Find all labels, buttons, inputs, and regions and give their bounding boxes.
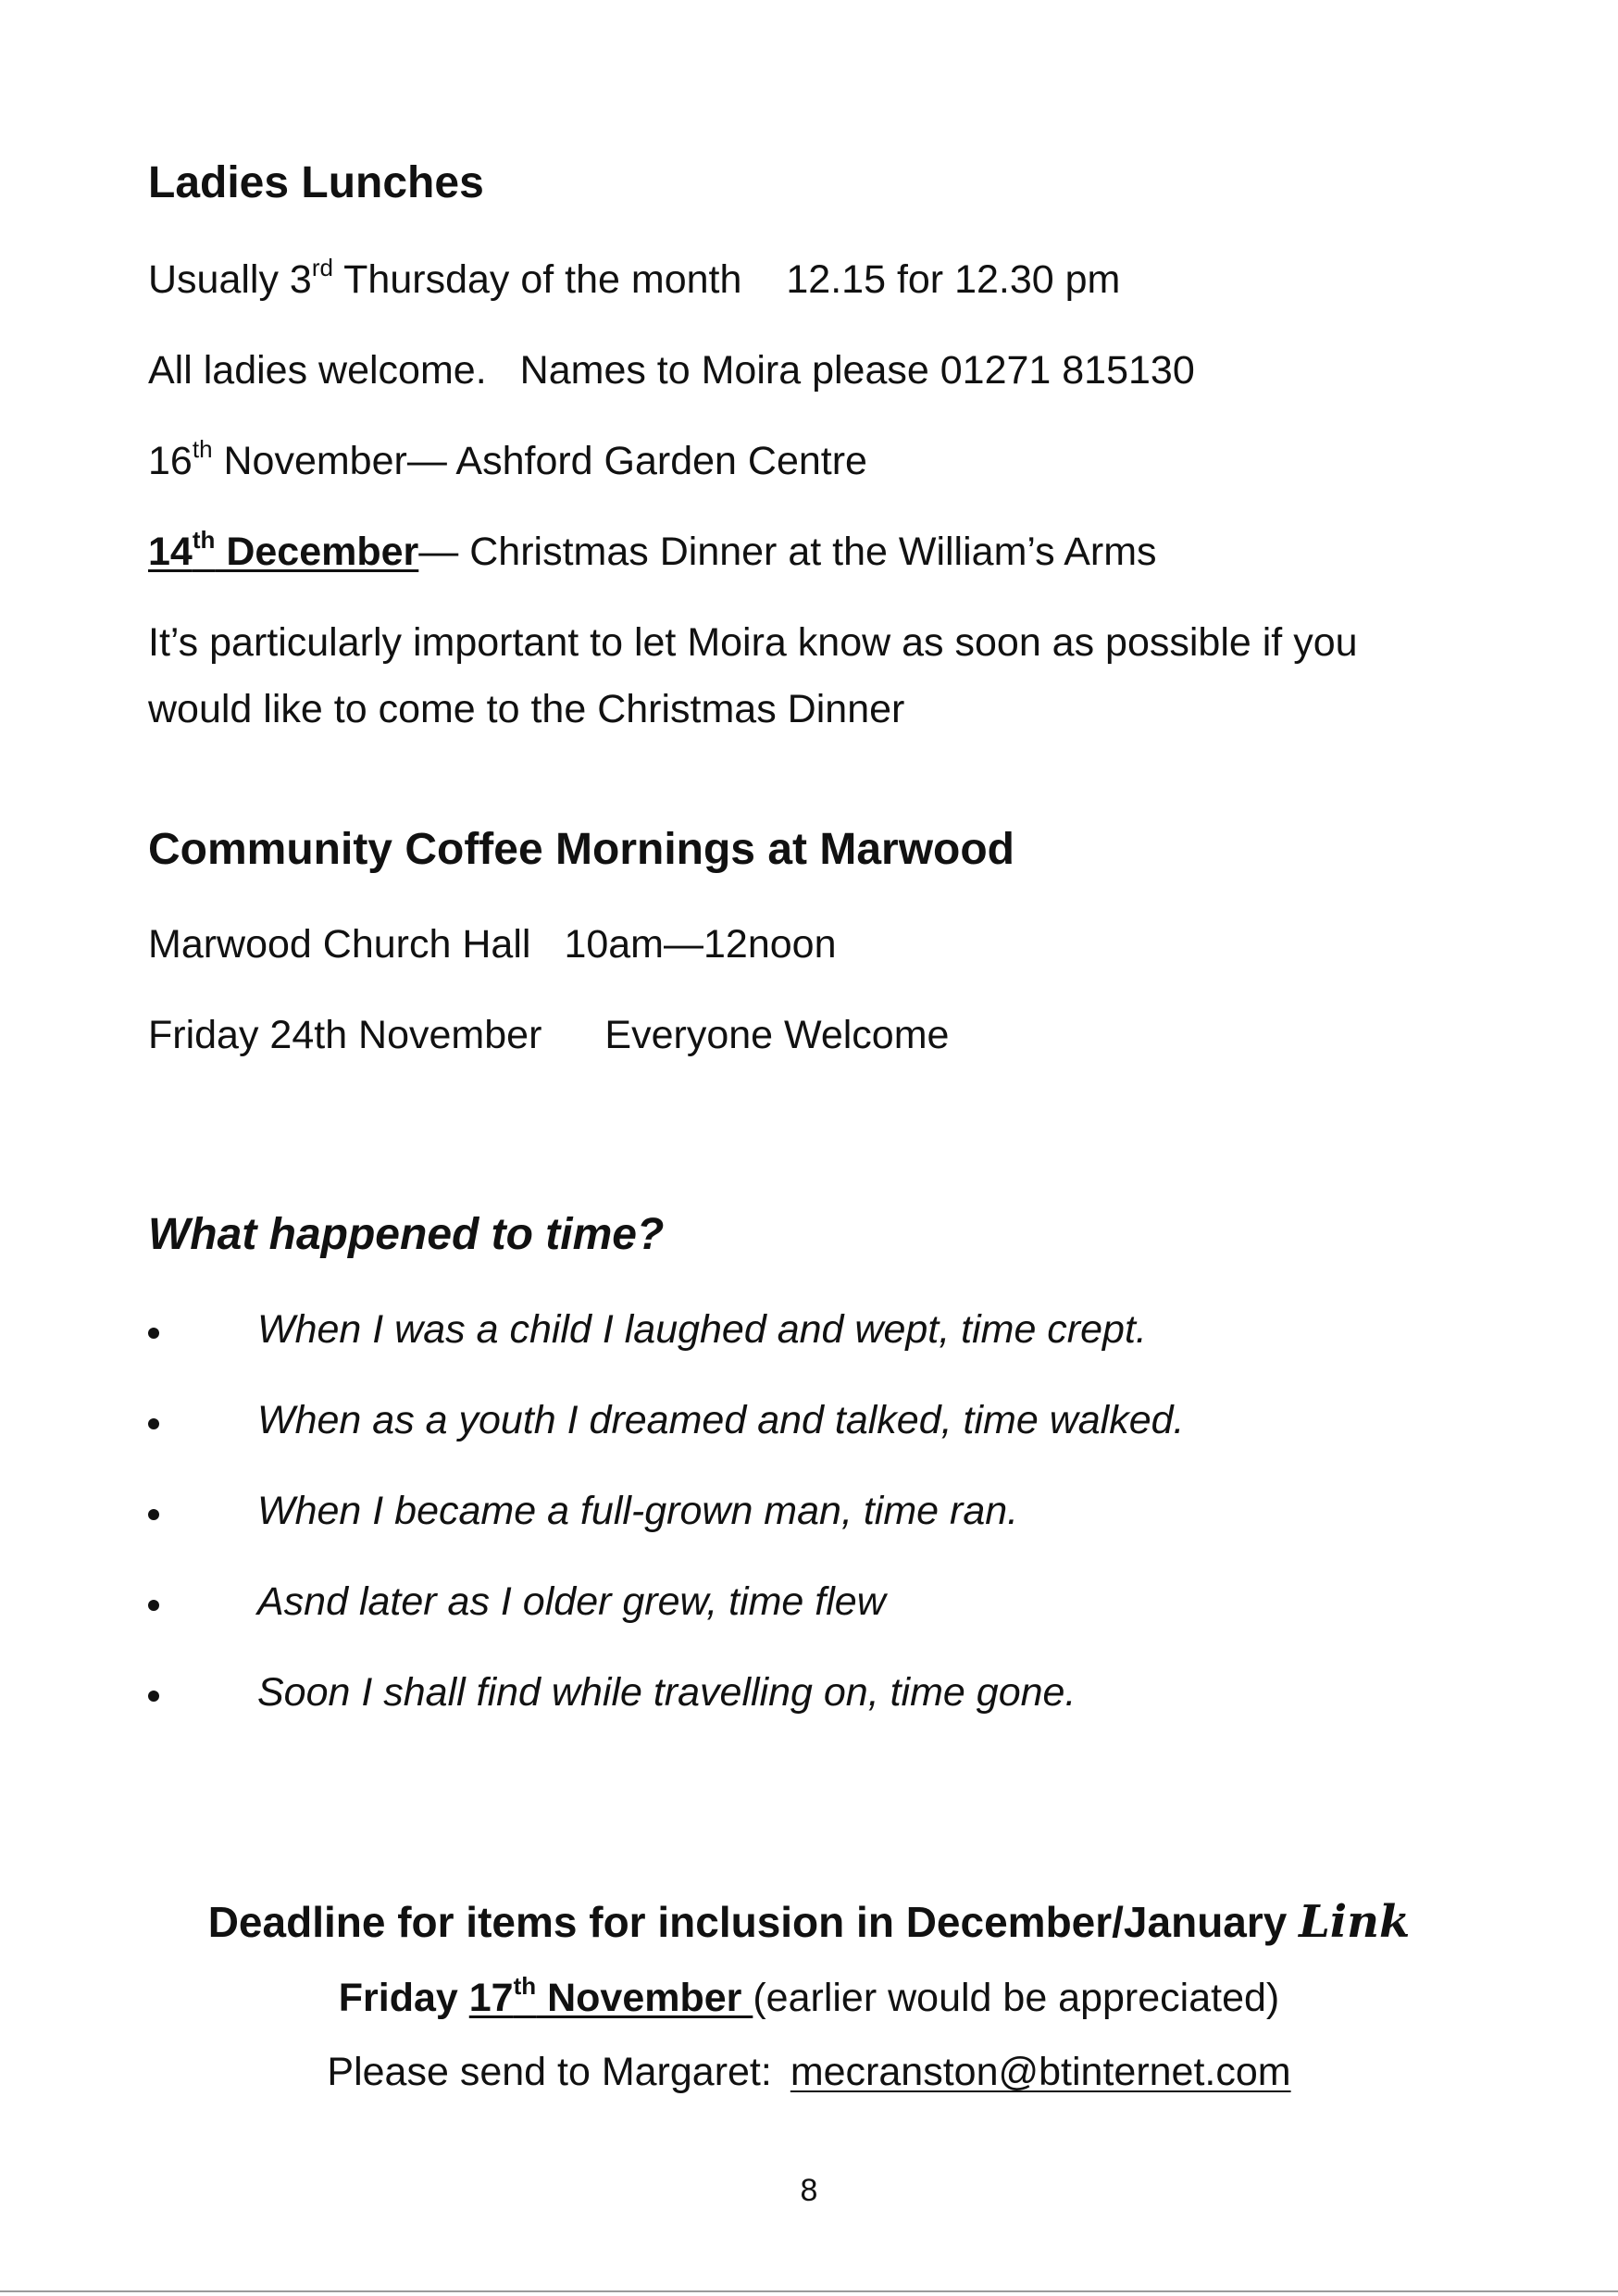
poem-line: Asnd later as I older grew, time flew [257,1579,886,1624]
bullet-icon [148,1328,159,1339]
bullet-icon [148,1600,159,1611]
lunch-welcome [148,343,1195,398]
coffee-mornings-heading: Community Coffee Mornings at Marwood [148,825,1014,874]
deadline-heading [0,1892,1618,1952]
coffee-venue-line [148,917,837,972]
event1-detail: November— Ashford Garden Centre [212,439,867,483]
poem-heading: What happened to time? [148,1210,665,1259]
page-bottom-border [0,2290,1618,2292]
deadline-day: 17 [468,1976,514,2020]
event1-ordinal: th [192,435,213,463]
send-label: Please send to Margaret: [327,2050,772,2094]
deadline-month: November [536,1976,753,2020]
lunch-event-christmas-dinner [148,524,1157,580]
deadline-date-line [0,1970,1618,2026]
publication-name: Link [1299,1896,1411,1948]
event2-date [148,526,419,574]
deadline-send-line [0,2044,1618,2100]
poem-line: When as a youth I dreamed and talked, time walked. [257,1398,1185,1442]
page-number: 8 [800,2173,818,2208]
schedule-prefix: Usually 3 [148,257,312,302]
schedule-rest: Thursday of the month [332,257,742,302]
bullet-icon [148,1418,159,1429]
schedule-time: 12.15 for 12.30 pm [786,257,1121,302]
welcome-text: All ladies welcome. [148,348,487,393]
deadline-ordinal: th [513,1972,537,2000]
bullet-icon [148,1509,159,1520]
deadline-date-underlined [468,1972,753,2020]
email-link[interactable]: mecranston@btinternet.com [790,2050,1291,2094]
deadline-note: (earlier would be appreciated) [753,1976,1280,2020]
lunch-schedule [148,252,1120,307]
event2-month: December [215,530,419,574]
schedule-ordinal: rd [311,254,333,281]
event1-day: 16 [148,439,193,483]
christmas-note-line-1: It’s particularly important to let Moira know as soon as possible if you [148,620,1358,665]
poem-line: Soon I shall find while travelling on, time gone. [257,1670,1077,1715]
coffee-date-line [148,1007,949,1063]
event2-day: 14 [148,530,193,574]
ladies-lunches-heading: Ladies Lunches [148,158,484,207]
names-contact: Names to Moira please 01271 815130 [519,348,1195,393]
coffee-welcome: Everyone Welcome [604,1013,950,1057]
event2-ordinal: th [192,526,216,554]
christmas-note-line-2: would like to come to the Christmas Dinner [148,687,905,731]
deadline-weekday: Friday [338,1976,469,2020]
deadline-date [338,1972,753,2020]
poem-line: When I became a full-grown man, time ran. [257,1489,1019,1533]
coffee-hours: 10am—12noon [564,922,837,967]
coffee-venue: Marwood Church Hall [148,922,531,967]
coffee-date: Friday 24th November [148,1013,542,1057]
bullet-icon [148,1691,159,1702]
deadline-heading-text: Deadline for items for inclusion in December/January [207,1898,1288,1946]
poem-line: When I was a child I laughed and wept, time crept. [257,1307,1147,1352]
lunch-event-garden-centre [148,433,867,489]
event2-detail: — Christmas Dinner at the William’s Arms [418,530,1157,574]
